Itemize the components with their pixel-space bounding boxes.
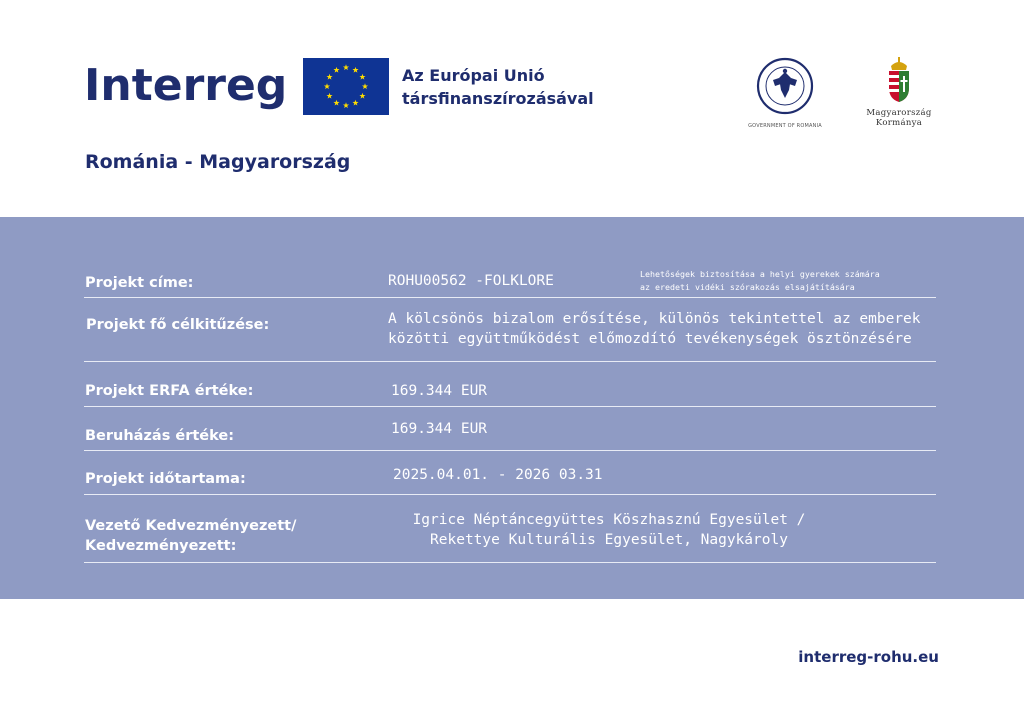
eu-star-icon [343,102,349,108]
eu-flag-icon [303,58,389,115]
beneficiary-value [384,510,834,550]
investment-value-label: Beruházás értéke: [85,428,235,444]
eu-cofinancing-text [402,64,594,110]
eu-text-line1: Az Európai Unió [402,66,545,85]
beneficiary-line1: Igrice Néptáncegyüttes Köszhasznú Egyesület / [412,512,806,528]
beneficiary-line2: Rekettye Kulturális Egyesület, Nagykároly [430,532,788,548]
row-divider [84,494,936,495]
eu-star-icon [327,74,333,80]
eu-star-icon [333,67,339,73]
eu-star-icon [362,83,368,89]
beneficiary-label [85,516,296,556]
gov-hu-caption-line2: Kormánya [875,118,923,128]
project-title-label: Projekt címe: [85,275,194,291]
gov-ro-caption: GOVERNMENT OF ROMANIA [748,123,822,129]
government-of-romania-logo [741,56,829,134]
website-link[interactable]: interreg-rohu.eu [798,648,939,666]
row-divider [84,562,936,563]
romania-seal-icon [755,56,815,116]
project-objective-label: Projekt fő célkitűzése: [86,317,270,333]
beneficiary-label-line2: Kedvezményezett: [85,538,237,554]
gov-hu-caption-line1: Magyarország [866,108,932,118]
eu-star-icon [327,93,333,99]
project-objective-value [388,309,921,349]
beneficiary-label-line1: Vezető Kedvezményezett/ [85,518,297,534]
eu-star-icon [324,83,330,89]
row-divider [84,361,936,362]
interreg-logo: Interreg [84,60,288,111]
eu-star-icon [343,64,349,70]
eu-star-icon [352,67,358,73]
eu-star-icon [333,100,339,106]
hungarian-coat-of-arms-icon [884,56,914,104]
eu-stars-icon [303,58,389,115]
eu-text-line2: társfinanszírozásával [402,89,594,108]
gov-hu-caption [856,108,942,128]
project-objective-line2: közötti együttműködést előmozdító tevékenységek ösztönzésére [388,331,912,347]
hungarian-government-logo [856,56,942,134]
erdf-value: 169.344 EUR [391,383,488,399]
eu-star-icon [359,93,365,99]
program-title: Románia - Magyarország [85,151,351,173]
row-divider [84,406,936,407]
eu-star-icon [352,100,358,106]
row-divider [84,450,936,451]
eu-star-icon [359,74,365,80]
project-title-subtitle [640,268,880,294]
row-divider [84,297,936,298]
erdf-value-label: Projekt ERFA értéke: [85,383,254,399]
project-title-subtitle-line1: Lehetőségek biztosítása a helyi gyerekek számára [640,269,880,279]
project-duration-value: 2025.04.01. - 2026 03.31 [393,467,603,483]
project-title-subtitle-line2: az eredeti vidéki szórakozás elsajátítására [640,282,855,292]
project-duration-label: Projekt időtartama: [85,471,246,487]
investment-value: 169.344 EUR [391,421,488,437]
project-objective-line1: A kölcsönös bizalom erősítése, különös tekintettel az emberek [388,311,921,327]
project-title-value: ROHU00562 -FOLKLORE [388,273,554,289]
